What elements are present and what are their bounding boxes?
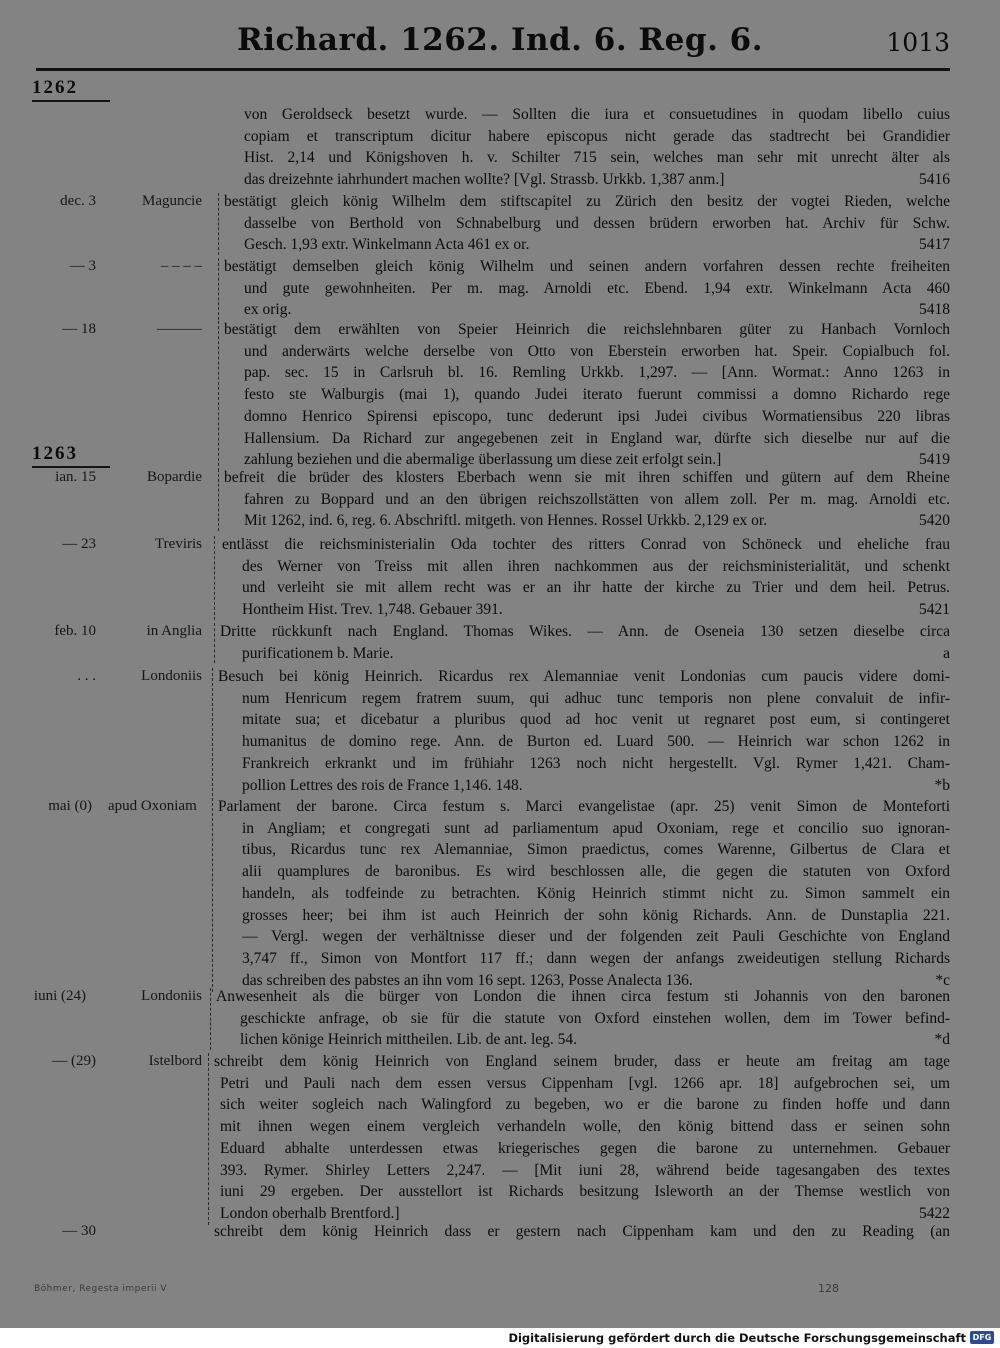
entry-line: ex orig. — [244, 301, 292, 319]
entry-line: fahren zu Boppard und an den übrigen reichszollstätten von allem zoll. Per m. mag. Arnoldi etc. — [244, 490, 950, 508]
entry-line: num Henricum regem fratrem suum, qui adhuc tunc temporis non plene convaluit de infir- — [242, 689, 950, 707]
regest-entry — [0, 191, 1000, 257]
entry-line: geschickte anfrage, ob sie für die statute von Oxford einstehen wollen, dem im Tower befind- — [240, 1009, 950, 1027]
entry-date: iuni (24) — [33, 988, 86, 1004]
entry-place: Treviris — [155, 536, 202, 552]
entry-date: . . . — [77, 668, 96, 684]
regest-entry — [0, 796, 1000, 994]
entry-line: entlässt die reichsministerialin Oda tochter des ritters Conrad von Schöneck und eheliche frau — [222, 536, 950, 553]
regest-entry — [0, 666, 1000, 798]
entry-line: festo ste Walburgis (mai 1), quando Judei iterato fuerunt commissi a domno Richardo rege — [244, 386, 950, 404]
regest-number: 5418 — [919, 301, 950, 319]
entry-place: Istelbord — [148, 1053, 202, 1069]
entry-line: purificationem b. Marie. — [242, 644, 394, 662]
entry-line: und gute gewohnheiten. Per m. mag. Arnoldi etc. Ebend. 1,94 extr. Winkelmann Acta 460 — [244, 279, 950, 297]
footer-sheet-number: 128 — [818, 1282, 839, 1295]
column-separator — [214, 623, 215, 663]
year-marker: 1262 — [32, 77, 110, 102]
header-rule — [36, 68, 950, 71]
credit-text: Digitalisierung gefördert durch die Deutsche Forschungsgemeinschaft — [508, 1331, 966, 1345]
entry-line: iuni 29 ergeben. Der ausstellort ist Richards besitzung Isleworth an der Themse westlich von — [220, 1183, 950, 1201]
column-separator — [218, 321, 219, 471]
entry-line: Parlament der barone. Circa festum s. Marci evangelistae (apr. 25) venit Simon de Monteforti — [218, 798, 950, 815]
entry-date: — (29) — [52, 1053, 96, 1069]
entry-line: mitate sua; et dicebatur a pluribus quod ad hoc venit ut regnaret post eum, si contingeret — [242, 711, 950, 729]
entry-line: des Werner von Treiss mit allen ihren nachkommen aus der reichsministerialität, und schenkt — [242, 557, 950, 575]
entry-line: Petri und Pauli nach dem essen versus Cippenham [vgl. 1266 apr. 18] aufgebrochen sei, um — [220, 1074, 950, 1092]
regest-entry — [0, 319, 1000, 473]
entry-line: Hist. 2,14 und Königshoven h. v. Schilter 715 sein, welches man sehr mit unrecht älter als — [244, 149, 950, 167]
entry-place: apud Oxoniam — [108, 798, 197, 814]
entry-line: Besuch bei könig Heinrich. Ricardus rex Alemanniae venit Londonias cum paucis videre domi- — [218, 668, 950, 685]
entry-line: copiam et transcriptum dicitur habere episcopus nicht gerade das stadtrecht bei Grandidier — [244, 127, 950, 145]
entry-line: Frankreich erkrankt und im frühiahr 1263 noch nicht hergestellt. Vgl. Rymer 1,421. Cham- — [242, 754, 950, 772]
regest-number: *d — [934, 1031, 950, 1049]
regest-entry — [0, 621, 1000, 665]
entry-text — [218, 666, 950, 796]
entry-text — [224, 191, 950, 256]
entry-line: schreibt dem könig Heinrich dass er gestern nach Cippenham kam und den zu Reading (an — [214, 1223, 950, 1240]
entry-text — [224, 256, 950, 321]
regest-number: 5417 — [919, 236, 950, 254]
column-separator — [212, 668, 213, 796]
entry-place: – – – – — [160, 258, 202, 274]
entry-line: 3,747 ff., Simon von Montfort 117 ff.; dann wegen der anfangs zweideutigen stellung Richards — [242, 949, 950, 967]
regest-number: 5420 — [919, 512, 950, 530]
entry-line: Hallensium. Da Richard zur angegebenen zeit in England war, dürfte sich dieselbe nur auf die — [244, 429, 950, 447]
entry-date: — 23 — [62, 536, 96, 552]
entry-date: dec. 3 — [60, 193, 96, 209]
entry-text — [214, 1221, 950, 1243]
credit-bar — [0, 1328, 1000, 1348]
regest-entry — [0, 1221, 1000, 1245]
entry-line: pap. sec. 15 in Carlsruh bl. 16. Remling Urkkb. 1,297. — [Ann. Wormat.: Anno 1263 in — [244, 364, 950, 382]
entry-line: und verleiht sie mit allem recht was er an ihr hatte der kirche zu Trier und dem heil. Petrus. — [242, 579, 950, 597]
entry-text — [224, 467, 950, 532]
entry-line: Dritte rückkunft nach England. Thomas Wikes. — Ann. de Oseneia 130 setzen dieselbe circa — [220, 623, 950, 640]
entry-line: schreibt dem könig Heinrich von England seinem bruder, dass er heute am freitag am tage — [214, 1053, 950, 1070]
entry-line: mit ihnen wegen einem vergleich verhandeln wolle, den könig bittend dass er seinen sohn — [220, 1118, 950, 1136]
regest-entry — [0, 256, 1000, 322]
regest-number: 5416 — [919, 171, 950, 189]
entry-line: lichen könige Heinrich mittheilen. Lib. de ant. leg. 54. — [240, 1031, 578, 1049]
entry-text — [224, 319, 950, 471]
regest-entry — [0, 986, 1000, 1052]
entry-line: von Geroldseck besetzt wurde. — Sollten die iura et consuetudines in quodam libello cuius — [244, 106, 950, 123]
entry-line: domno Henrico Spirensi episcopo, tunc dederunt ipsi Judei civibus Wormatiensibus 220 libras — [244, 407, 950, 425]
entry-line: zahlung beziehen und die abermalige überlassung um diese zeit erfolgt sein.] — [244, 451, 722, 469]
regest-number: *b — [934, 776, 950, 794]
entry-line: Gesch. 1,93 extr. Winkelmann Acta 461 ex or. — [244, 236, 530, 254]
regest-entry — [0, 104, 1000, 192]
entry-line: das dreizehnte iahrhundert machen wollte? [Vgl. Strassb. Urkkb. 1,387 anm.] — [244, 171, 725, 189]
entry-text — [244, 104, 950, 191]
dfg-logo-icon: DFG — [970, 1331, 994, 1344]
entry-date: — 18 — [62, 321, 96, 337]
entry-text — [218, 796, 950, 991]
entry-text — [216, 986, 950, 1051]
entry-text — [214, 1051, 950, 1225]
entry-line: alii quamplures de baronibus. Es wird beschlossen alle, die gegen die statuten von Oxford — [242, 863, 950, 881]
entry-line: humanitus de domino rege. Ann. de Burton ed. Luard 500. — Heinrich war schon 1262 in — [242, 733, 950, 751]
entry-line: — Vergl. wegen der verhältnisse dieser und der folgenden zeit Pauli Geschichte von England — [242, 928, 950, 946]
entry-line: sich weiter sogleich nach Walingford zu begeben, wo er die barone zu finden hoffe und dann — [220, 1096, 950, 1114]
entry-date: feb. 10 — [54, 623, 96, 639]
page-number: 1013 — [886, 28, 950, 57]
entry-text — [222, 534, 950, 621]
entry-line: bestätigt demselben gleich könig Wilhelm und seinen andern vorfahren dessen rechte freiheiten — [224, 258, 950, 275]
entry-place: in Anglia — [146, 623, 202, 639]
regest-number: 5419 — [919, 451, 950, 469]
entry-line: bestätigt dem erwählten von Speier Heinrich die reichslehnbaren güter zu Hanbach Vornloch — [224, 321, 950, 338]
footer-source: Böhmer, Regesta imperii V — [34, 1284, 168, 1294]
regest-number: *c — [935, 971, 950, 989]
running-header-title: Richard. 1262. Ind. 6. Reg. 6. — [236, 22, 764, 58]
entry-line: dasselbe von Berthold von Schnabelburg und dessen brüdern erworben hat. Archiv für Schw. — [244, 214, 950, 232]
entry-line: grosses heer; bei ihm ist auch Heinrich der sohn könig Richards. Ann. de Dunstaplia 221. — [242, 906, 950, 924]
entry-line: 393. Rymer. Shirley Letters 2,247. — [Mit iuni 28, während beide tagesangaben des textes — [220, 1161, 950, 1179]
entry-line: Eduard abhalte unterdessen etwas kriegerisches gegen die barone zu unternehmen. Gebauer — [220, 1139, 950, 1157]
entry-place: Bopardie — [147, 469, 202, 485]
regest-number: 5422 — [919, 1204, 950, 1222]
entry-line: Anwesenheit als die bürger von London die ihnen circa festum sti Johannis von den baronen — [216, 988, 950, 1005]
entry-date: — 3 — [69, 258, 96, 274]
entry-place: Londoniis — [141, 668, 202, 684]
entry-line: Hontheim Hist. Trev. 1,748. Gebauer 391. — [242, 601, 503, 619]
regest-entry — [0, 534, 1000, 622]
entry-line: in Angliam; et congregati sunt ad parliamentum apud Oxoniam, rege et concilio suo ignoran- — [242, 819, 950, 837]
column-separator — [218, 469, 219, 531]
column-separator — [212, 798, 213, 992]
year-marker: 1263 — [32, 443, 110, 468]
regest-number: 5421 — [919, 601, 950, 619]
entry-line: das schreiben des pabstes an ihn vom 16 sept. 1263, Posse Analecta 136. — [242, 971, 693, 989]
entry-line: tibus, Ricardus tunc rex Alemanniae, Simon praedictus, comes Warenne, Gilbertus de Clara et — [242, 841, 950, 859]
entry-place: Londoniis — [141, 988, 202, 1004]
column-separator — [218, 193, 219, 255]
entry-line: Mit 1262, ind. 6, reg. 6. Abschriftl. mitgeth. von Hennes. Rossel Urkkb. 2,129 ex or. — [244, 512, 768, 530]
entry-line: bestätigt gleich könig Wilhelm dem stiftscapitel zu Zürich den besitz der vogtei Rieden, welche — [224, 193, 950, 210]
entry-date: ian. 15 — [55, 469, 96, 485]
column-separator — [214, 536, 215, 620]
entry-place: ——— — [157, 321, 202, 337]
entry-place: Maguncie — [142, 193, 202, 209]
entry-line: befreit die brüder des klosters Eberbach wenn sie mit ihren schiffen und gütern auf dem Rheine — [224, 469, 950, 486]
column-separator — [218, 258, 219, 320]
regest-entry — [0, 467, 1000, 533]
entry-line: handeln, als todfeinde zu betrachten. König Heinrich stimmt nicht zu. Simon sammelt ein — [242, 884, 950, 902]
entry-date: mai (0) — [48, 798, 92, 814]
entry-line: und anderwärts welche derselbe von Otto von Eberstein erworben hat. Speir. Copialbuch fol. — [244, 342, 950, 360]
column-separator — [210, 988, 211, 1050]
entry-line: pollion Lettres des rois de France 1,146. 148. — [242, 776, 523, 794]
entry-text — [220, 621, 950, 664]
entry-date: — 30 — [62, 1223, 96, 1239]
regest-number: a — [943, 644, 950, 662]
entry-line: London oberhalb Brentford.] — [220, 1204, 400, 1222]
column-separator — [208, 1053, 209, 1225]
regest-entry — [0, 1051, 1000, 1227]
